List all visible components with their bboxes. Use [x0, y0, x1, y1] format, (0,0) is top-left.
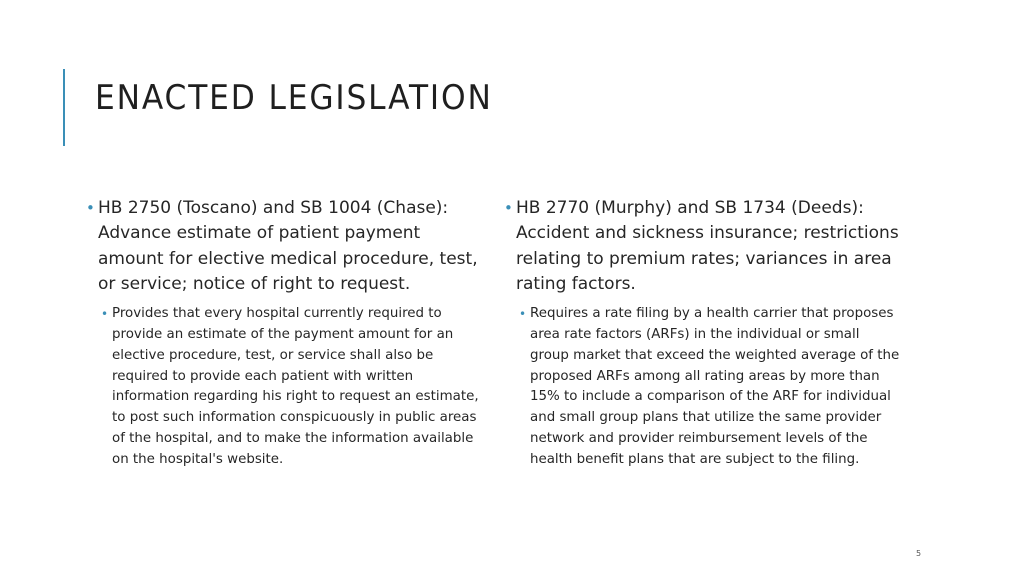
sub-bullet-item-hb2750: [101, 304, 480, 470]
page-number: 5: [916, 549, 922, 558]
bullet-heading-hb2770: HB 2770 (Murphy) and SB 1734 (Deeds): Accident and sickness insurance; restrictions relating to premium rates; variances in area rating factors.: [516, 198, 899, 294]
bullet-heading-hb2750: HB 2750 (Toscano) and SB 1004 (Chase): Advance estimate of patient payment amount for elective medical procedure, test, or service; notice of right to request.: [98, 198, 478, 294]
right-content-column: [502, 196, 902, 471]
sub-bullet-text-hb2750: Provides that every hospital currently required to provide an estimate of the payment amount for an elective procedure, test, or service shall also be required to provide each patient with written information regarding his right to request an estimate, to post such information conspicuously in public areas of the hospital, and to make the information available on the hospital's website.: [112, 306, 479, 467]
bullet-item-hb2750: [84, 196, 480, 297]
sub-bullet-item-hb2770: [519, 304, 902, 470]
title-accent-bar: [63, 69, 65, 146]
left-content-column: [84, 196, 480, 471]
sub-bullet-icon: •: [101, 307, 109, 322]
sub-bullet-text-hb2770: Requires a rate filing by a health carrier that proposes area rate factors (ARFs) in the individual or small group market that exceed the weighted average of the proposed ARFs among all rating areas by more than 15% to include a comparison of the ARF for individual and small group plans that utilize the same provider network and provider reimbursement levels of the health benefit plans that are subject to the filing.: [530, 306, 900, 467]
bullet-icon: •: [86, 199, 95, 217]
bullet-item-hb2770: [502, 196, 902, 297]
sub-bullet-icon: •: [519, 307, 527, 322]
bullet-icon: •: [504, 199, 513, 217]
slide-title: ENACTED LEGISLATION: [95, 78, 493, 118]
